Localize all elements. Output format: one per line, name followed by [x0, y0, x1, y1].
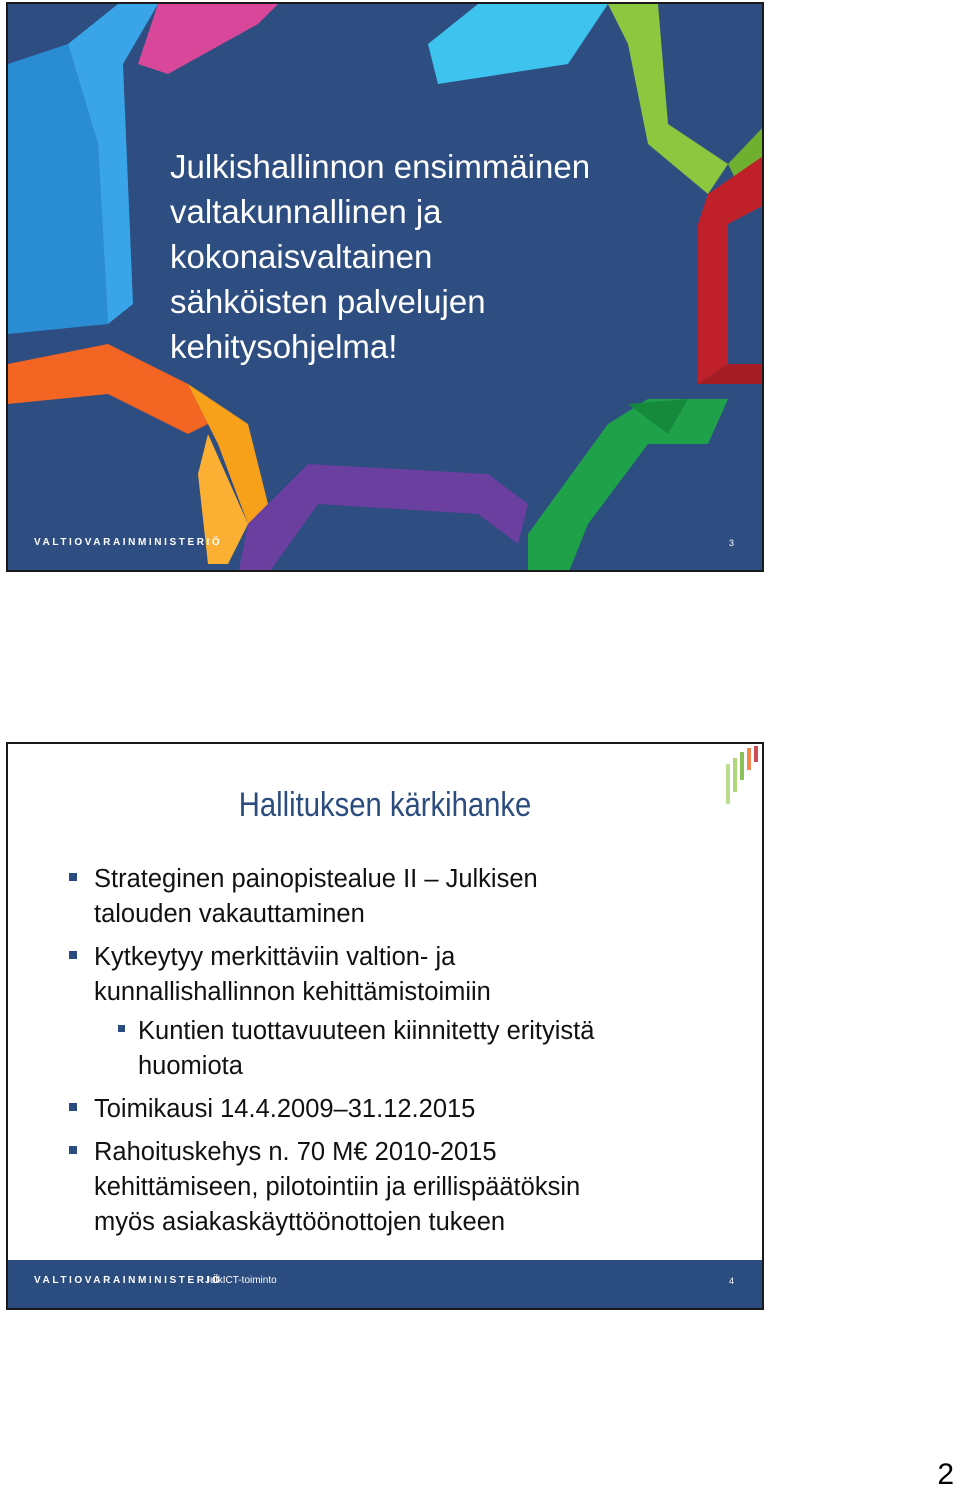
bullet-line: talouden vakauttaminen: [94, 900, 365, 928]
slide-3: [6, 2, 764, 572]
bullet-line: Kuntien tuottavuuteen kiinnitetty erityistä: [138, 1017, 595, 1045]
bullet-icon: [69, 1146, 77, 1154]
bullet-line: Kytkeytyy merkittäviin valtion- ja: [94, 943, 456, 971]
bullet-line: Rahoituskehys n. 70 M€ 2010-2015: [94, 1138, 497, 1166]
slide-heading: Hallituksen kärkihanke: [238, 786, 532, 824]
bullet-line: Toimikausi 14.4.2009–31.12.2015: [94, 1095, 476, 1123]
list-subitem: [64, 1014, 724, 1084]
bullet-icon: [118, 1025, 125, 1032]
bullet-icon: [69, 873, 77, 881]
footer-label: JulkICT-toiminto: [205, 1275, 277, 1286]
list-item: [64, 1135, 724, 1240]
slide-number: 4: [728, 1276, 734, 1286]
bullet-line: huomiota: [138, 1052, 243, 1080]
list-item: [64, 1092, 724, 1127]
slide-title: [170, 144, 690, 369]
list-item: [64, 862, 724, 932]
bullet-line: kehittämiseen, pilotointiin ja erillispäätöksin: [94, 1173, 581, 1201]
logo-bars-icon: [724, 746, 760, 806]
bullet-line: myös asiakaskäyttöönottojen tukeen: [94, 1208, 506, 1236]
list-item: [64, 940, 724, 1010]
bullet-line: kunnallishallinnon kehittämistoimiin: [94, 978, 491, 1006]
ministry-logo-text: VALTIOVARAINMINISTERIÖ: [34, 1275, 223, 1286]
slide-number: 3: [728, 538, 734, 548]
page-number: 2: [937, 1458, 954, 1491]
slide-4: [6, 742, 764, 1310]
bullet-icon: [69, 951, 77, 959]
bullet-icon: [69, 1103, 77, 1111]
title-line: kehitysohjelma!: [170, 328, 398, 365]
title-line: sähköisten palvelujen: [170, 283, 486, 320]
slide-footer: [8, 1260, 762, 1308]
slide-footer: [8, 522, 762, 570]
title-line: kokonaisvaltainen: [170, 238, 433, 275]
title-line: valtakunnallinen ja: [170, 193, 442, 230]
ministry-logo-text: VALTIOVARAINMINISTERIÖ: [34, 537, 223, 548]
title-line: Julkishallinnon ensimmäinen: [170, 148, 591, 185]
bullet-line: Strateginen painopistealue II – Julkisen: [94, 865, 538, 893]
bullet-list: [64, 862, 724, 1240]
